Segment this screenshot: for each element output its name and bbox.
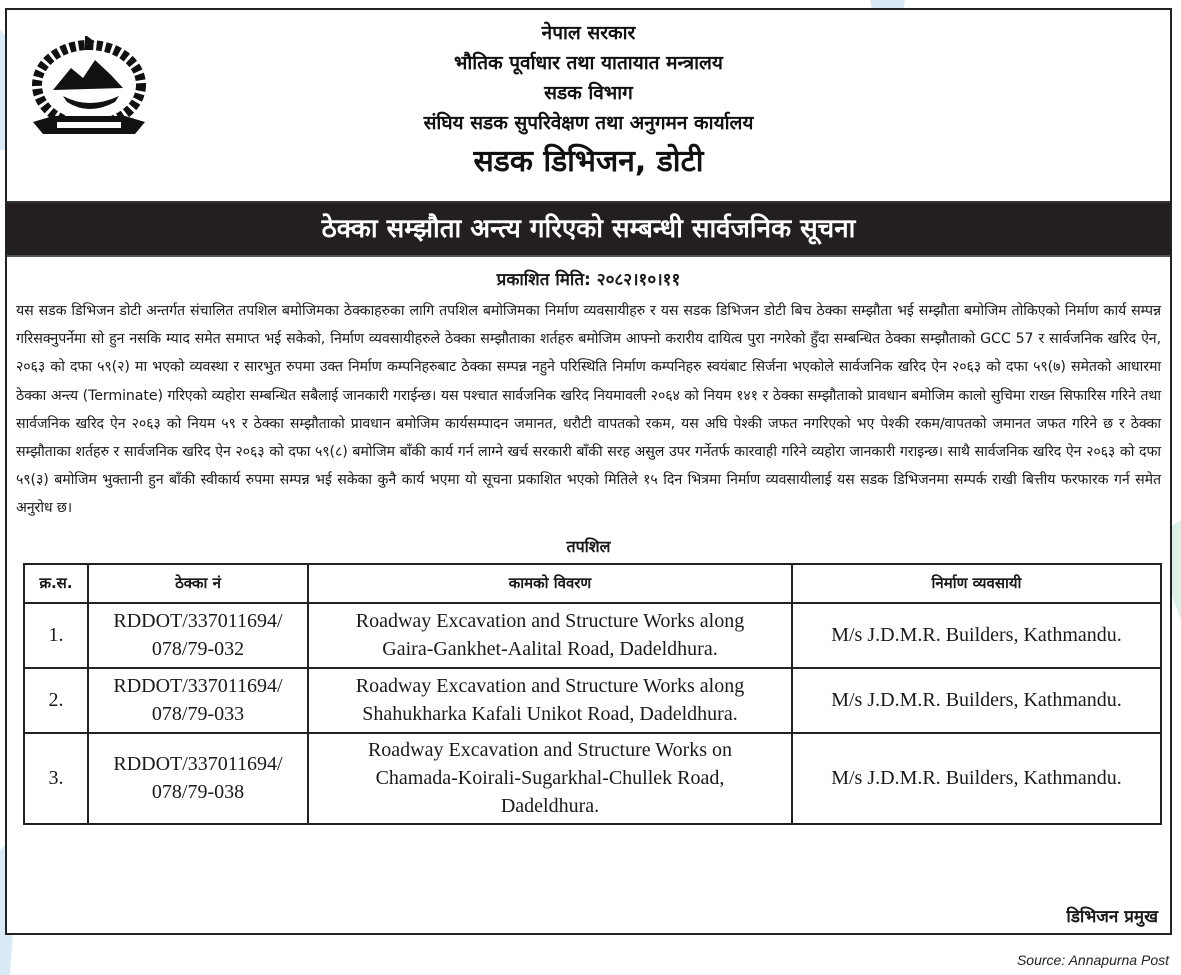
table-row: [24, 668, 1161, 733]
signatory: डिभिजन प्रमुख: [1066, 907, 1158, 927]
published-date: प्रकाशित मिति: २०८२।१०।११: [496, 270, 681, 290]
ministry-name: भौतिक पूर्वाधार तथा यातायात मन्त्रालय: [454, 52, 723, 74]
description-line: Gaira-Gankhet-Aalital Road, Dadeldhura.: [382, 638, 718, 661]
source-credit: Source: Annapurna Post: [1016, 952, 1169, 968]
office-name: संघिय सडक सुपरिवेक्षण तथा अनुगमन कार्यालय: [423, 112, 754, 134]
description-line: Shahukharka Kafali Unikot Road, Dadeldhura.: [362, 703, 738, 726]
division-name: सडक डिभिजन, डोटी: [473, 144, 704, 179]
notice-header: [7, 10, 1170, 203]
cell-contractor: M/s J.D.M.R. Builders, Kathmandu.: [792, 733, 1161, 824]
schedule-label: तपशिल: [566, 536, 611, 556]
cell-description: [308, 668, 792, 733]
description-line: Roadway Excavation and Structure Works along: [355, 610, 745, 633]
column-header-description: कामको विवरण: [308, 564, 792, 603]
cell-description: [308, 603, 792, 668]
table-row: [24, 603, 1161, 668]
department-name: सडक विभाग: [544, 82, 633, 104]
cell-contract-no: [88, 733, 308, 824]
contracts-table: [23, 563, 1162, 825]
contract-no-line: 078/79-032: [151, 638, 245, 661]
description-line: Roadway Excavation and Structure Works along: [355, 675, 745, 698]
table-header-row: [24, 564, 1161, 603]
cell-contractor: M/s J.D.M.R. Builders, Kathmandu.: [792, 668, 1161, 733]
cell-contract-no: [88, 603, 308, 668]
column-header-contractor: निर्माण व्यवसायी: [792, 564, 1161, 603]
description-line: Roadway Excavation and Structure Works on: [367, 739, 733, 762]
cell-contract-no: [88, 668, 308, 733]
government-name: नेपाल सरकार: [541, 22, 636, 44]
notice-body: यस सडक डिभिजन डोटी अन्तर्गत संचालित तपशिल बमोजिमका ठेक्काहरुका लागि तपशिल बमोजिमका निर्माण व्यवसायीहरु र यस सडक डिभिजन डोटी बिच ठेक्का सम्झौता भई सम्झौता बमोजिम तोकिएको निर्माण कार्य सम्पन्न गरिसक्नुपर्नेमा सो हुन नसकि म्याद समेत समाप्त भई सकेको, निर्माण व्यवसायीहरुले ठेक्का सम्झौताका शर्तहरु बमोजिम आफ्नो करारीय दायित्व पुरा नगरेको हुँदा सम्बन्धित ठेक्का सम्झौताको GCC 57 र सार्वजनिक खरिद ऐन, २०६३ को दफा ५९(२) मा भएको व्यवस्था र सारभुत रुपमा उक्त निर्माण कम्पनिहरुबाट ठेक्का सम्पन्न नहुने परिस्थिति निर्माण कम्पनिहरु स्वयंबाट सिर्जना भएकोले सार्वजनिक खरिद ऐन २०६३ को दफा ५९(७) समेतको आधारमा ठेक्का अन्त्य (Terminate) गरिएको व्यहोरा सम्बन्धित सबैलाई जानकारी गराईन्छ। यस पश्चात सार्वजनिक खरिद नियमावली २०६४ को नियम १४१ र ठेक्का सम्झौताको प्रावधान बमोजिम कालो सुचिमा राख्न सिफारिस गरिने तथा सार्वजनिक खरिद ऐन २०६३ को नियम ५९ र ठेक्का सम्झौताको प्रावधान बमोजिम कार्यसम्पादन जमानत, धरौटी वापतको रकम, यस अघि पेश्की जफत नगरिएको भए पेश्की रकम/वापतको जमानत जफत गरिने छ र ठेक्का सम्झौताका शर्तहरु र सार्वजनिक खरिद ऐन २०६३ को दफा ५९(८) बमोजिम बाँकी कार्य गर्न लाग्ने खर्च सरकारी बाँकी सरह असुल उपर गर्नेतर्फ कारवाही गरिने व्यहोरा जानकारी गराइन्छ। साथै सार्वजनिक खरिद ऐन २०६३ को दफा ५९(३) बमोजिम भुक्तानी हुन बाँकी स्वीकार्य रुपमा सम्पन्न भई सकेका कुनै कार्य भएमा यो सूचना प्रकाशित भएको मितिले १५ दिन भित्रमा निर्माण व्यवसायीलाई यस सडक डिभिजनमा सम्पर्क राखी बित्तीय फरफारक गर्न समेत अनुरोध छ।: [16, 303, 1161, 517]
notice-frame: [5, 8, 1172, 935]
contract-no-line: RDDOT/337011694/: [113, 675, 283, 698]
column-header-contract-no: ठेक्का नं: [88, 564, 308, 603]
table-row: [24, 733, 1161, 824]
description-line: Dadeldhura.: [500, 795, 600, 818]
issuing-authority: [7, 18, 1170, 184]
contract-no-line: 078/79-033: [151, 703, 245, 726]
notice-title: ठेक्का सम्झौता अन्त्य गरिएको सम्बन्धी सार्वजनिक सूचना: [7, 203, 1170, 257]
contract-no-line: RDDOT/337011694/: [113, 753, 283, 776]
column-header-sn: क्र.स.: [24, 564, 88, 603]
cell-sn: 2.: [24, 668, 88, 733]
cell-sn: 3.: [24, 733, 88, 824]
contract-no-line: RDDOT/337011694/: [113, 610, 283, 633]
cell-contractor: M/s J.D.M.R. Builders, Kathmandu.: [792, 603, 1161, 668]
description-line: Chamada-Koirali-Sugarkhal-Chullek Road,: [375, 767, 725, 790]
cell-description: [308, 733, 792, 824]
contract-no-line: 078/79-038: [151, 781, 245, 804]
cell-sn: 1.: [24, 603, 88, 668]
